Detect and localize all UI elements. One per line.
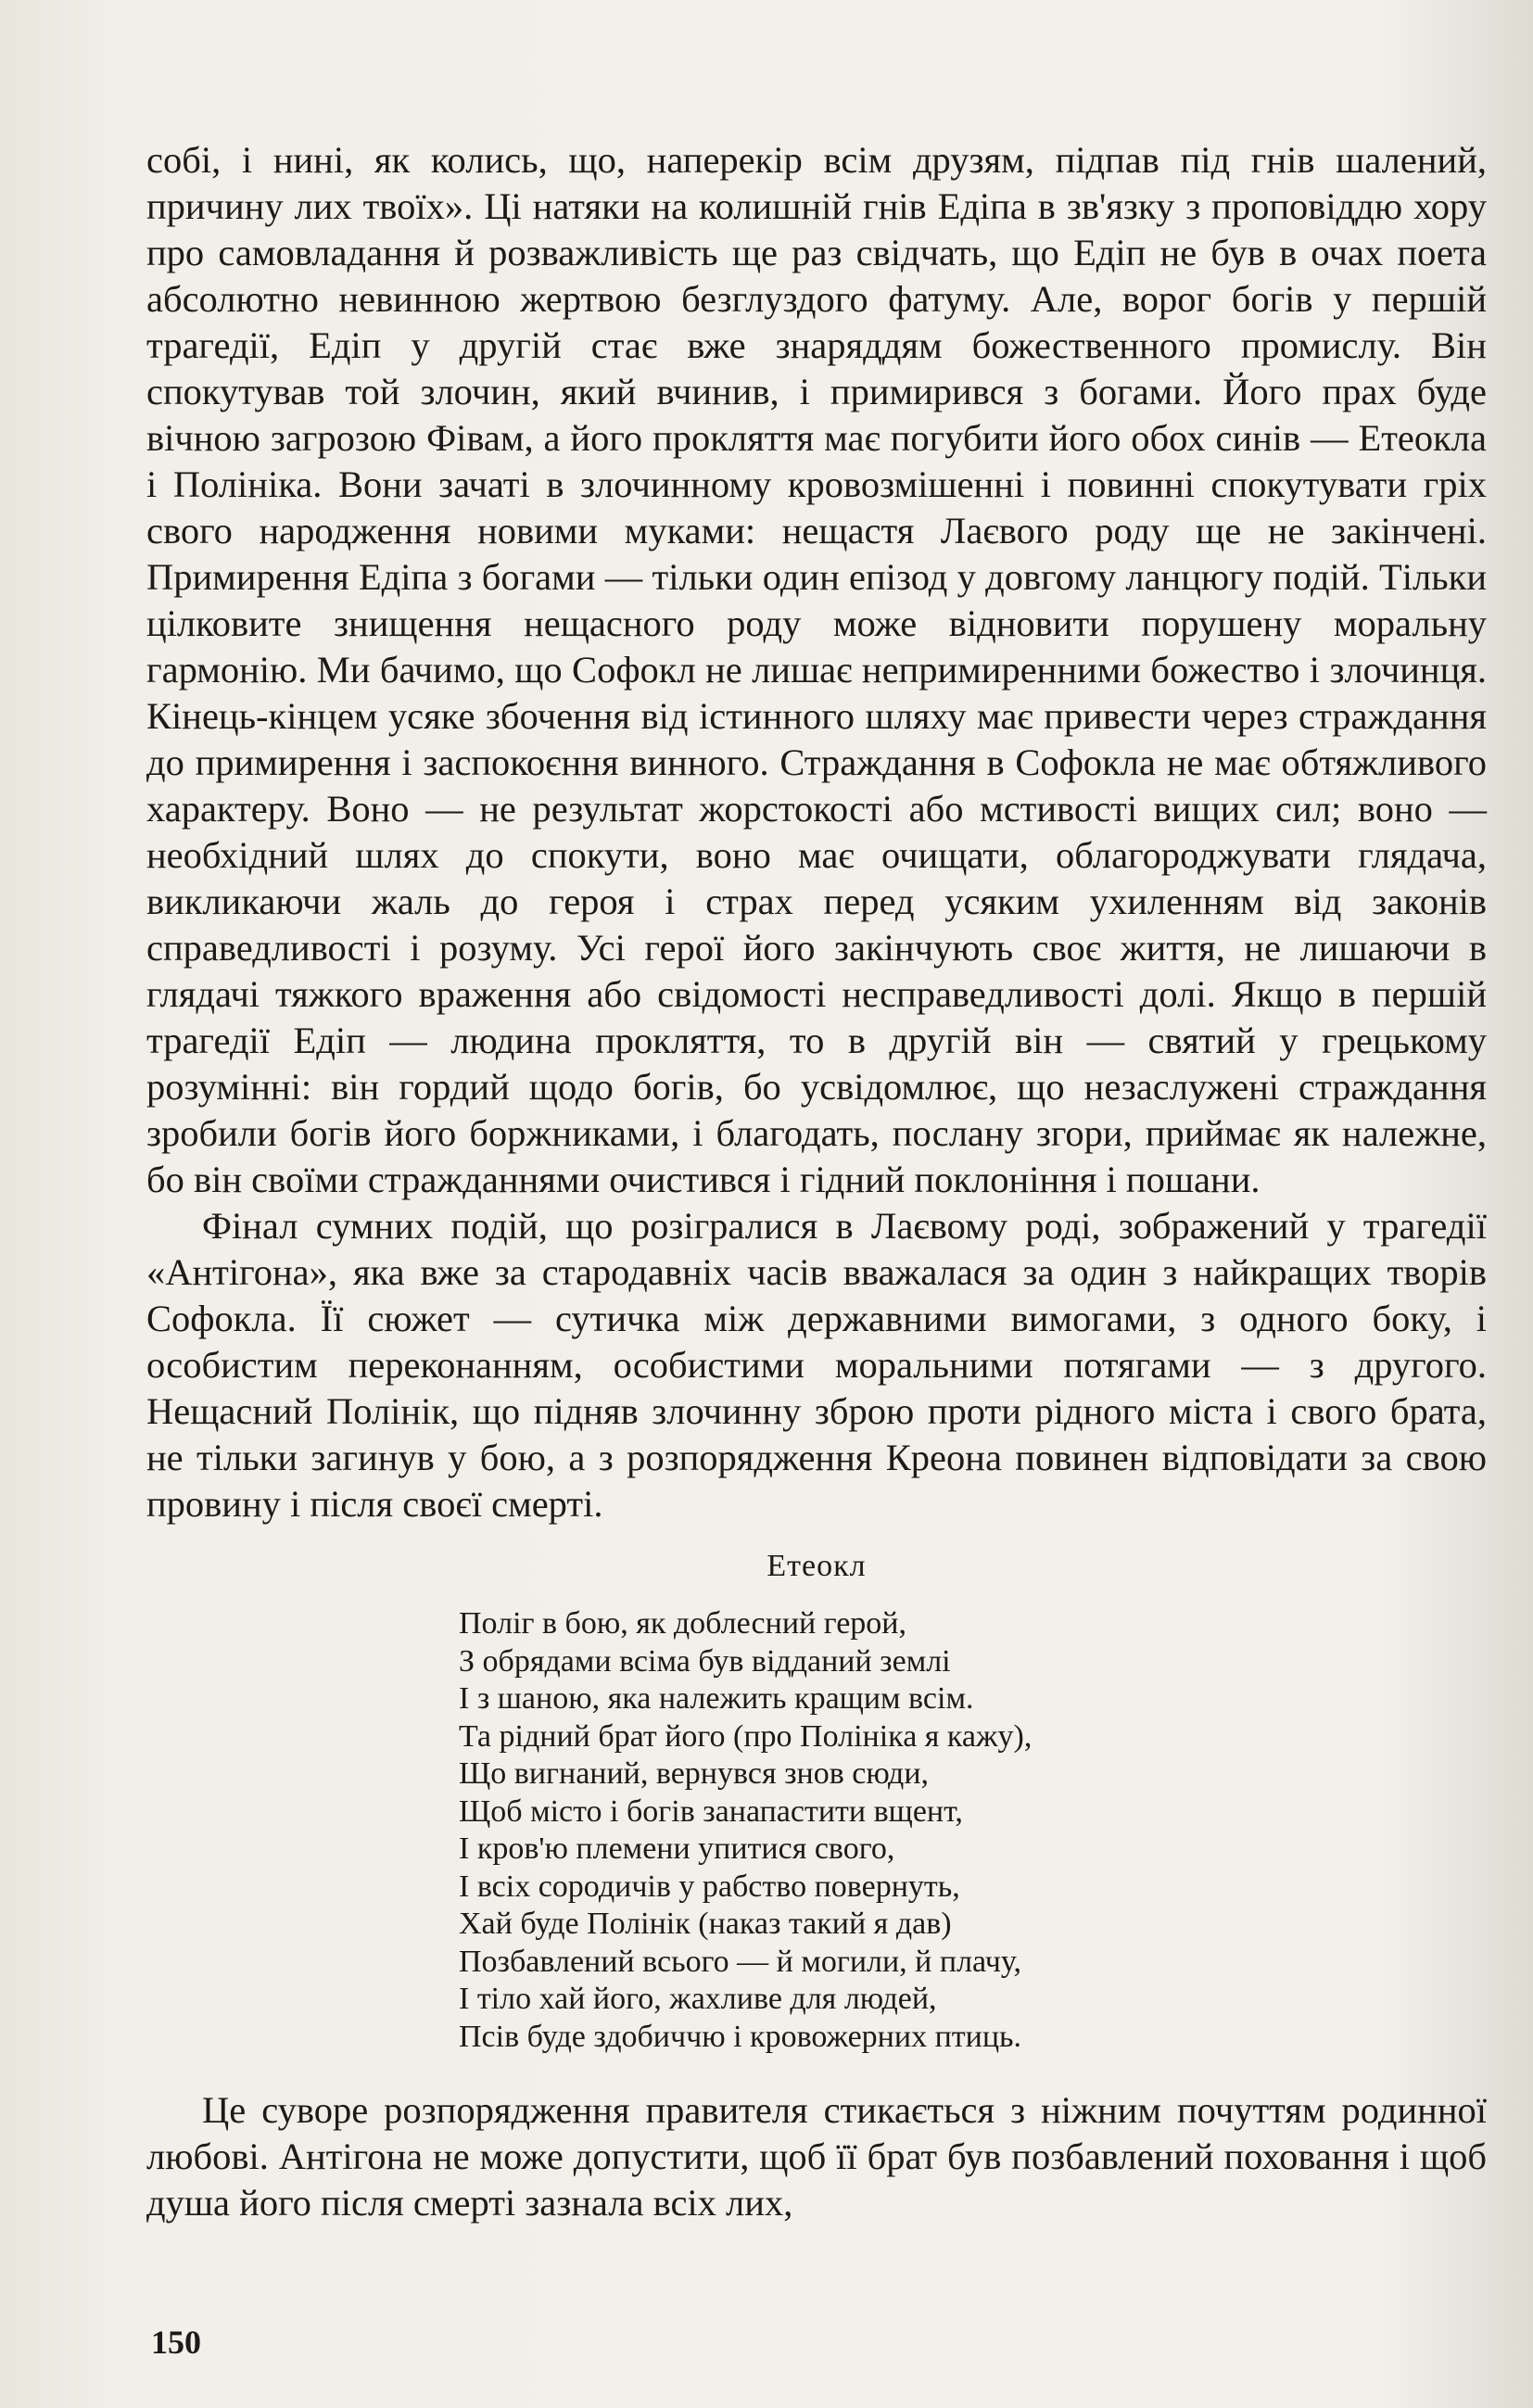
- page-number: 150: [151, 2324, 201, 2361]
- paragraph-antigone-intro: Фінал сумних подій, що розігралися в Лаєвому роді, зображений у трагедії «Антігона», яка вже за стародавніх часів вважалася за один з найкращих творів Софокла. Її сюжет — сутичка між державними вимогами, з одного боку, і особистим переконанням, особистими моральними потягами — з другого. Нещасний Полінік, що підняв злочинну зброю проти рідного міста і свого брата, не тільки загинув у бою, а з розпорядження Креона повинен відповідати за свою провину і після своєї смерті.: [146, 1205, 1487, 1525]
- verse-line: З обрядами всіма був відданий землі: [459, 1643, 951, 1679]
- speaker-name: Етеокл: [766, 1549, 867, 1583]
- verse-line: І кров'ю племени упитися свого,: [459, 1831, 895, 1866]
- verse-quote: [459, 1605, 1487, 2056]
- verse-line: Та рідний брат його (про Полініка я кажу),: [459, 1718, 1033, 1754]
- verse-line: Що вигнаний, вернувся знов сюди,: [459, 1756, 930, 1791]
- verse-line: І тіло хай його, жахливе для людей,: [459, 1982, 937, 2016]
- verse-line: І з шаною, яка належить кращим всім.: [459, 1681, 974, 1716]
- page-content: [146, 137, 1487, 2226]
- verse-line: Позбавлений всього — й могили, й плачу,: [459, 1944, 1021, 1979]
- verse-line: Щоб місто і богів занапастити вщент,: [459, 1793, 963, 1829]
- verse-line: Псів буде здобиччю і кровожерних птиць.: [459, 2019, 1022, 2054]
- verse-line: Поліг в бою, як доблесний герой,: [459, 1606, 906, 1641]
- paragraph-edip-reconciliation: собі, і нині, як колись, що, наперекір всім друзям, підпав під гнів шалений, причину лих твоїх». Ці натяки на колишній гнів Едіпа в зв'язку з проповіддю хору про самовладання й розважливість ще раз свідчать, що Едіп не був в очах поета абсолютно невинною жертвою безглуздого фатуму. Але, ворог богів у першій трагедії, Едіп у другій стає вже знаряддям божественного промислу. Він спокутував той злочин, який вчинив, і примирився з богами. Його прах буде вічною загрозою Фівам, а його прокляття має погубити його обох синів — Етеокла і Полініка. Вони зачаті в злочинному кровозмішенні і повинні спокутувати гріх свого народження новими муками: нещастя Лаєвого роду ще не закінчені. Примирення Едіпа з богами — тільки один епізод у довгому ланцюгу подій. Тільки цілковите знищення нещасного роду може відновити порушену моральну гармонію. Ми бачимо, що Софокл не лишає непримиренними божество і злочинця. Кінець-кінцем усяке збочення від істинного шляху має привести через страждання до примирення і заспокоєння винного. Страждання в Софокла не має обтяжливого характеру. Воно — не результат жорстокості або мстивості вищих сил; воно — необхідний шлях до спокути, воно має очищати, облагороджувати глядача, викликаючи жаль до героя і страх перед усяким ухиленням від законів справедливості і розуму. Усі герої його закінчують своє життя, не лишаючи в глядачі тяжкого враження або свідомості несправедливості долі. Якщо в першій трагедії Едіп — людина прокляття, то в другій він — святий у грецькому розумінні: він гордий щодо богів, бо усвідомлює, що незаслужені страждання зробили богів його боржниками, і благодать, послану згори, приймає як належне, бо він своїми стражданнями очистився і гідний поклоніння і пошани.: [146, 139, 1487, 1200]
- verse-line: І всіх сородичів у рабство повернуть,: [459, 1869, 960, 1904]
- paragraph-decree-conflict: Це суворе розпорядження правителя стикається з ніжним почуттям родинної любові. Антігона не може допустити, щоб її брат був позбавлений поховання і щоб душа його після смерті зазнала всіх лих,: [146, 2089, 1487, 2224]
- verse-line: Хай буде Полінік (наказ такий я дав): [459, 1907, 952, 1941]
